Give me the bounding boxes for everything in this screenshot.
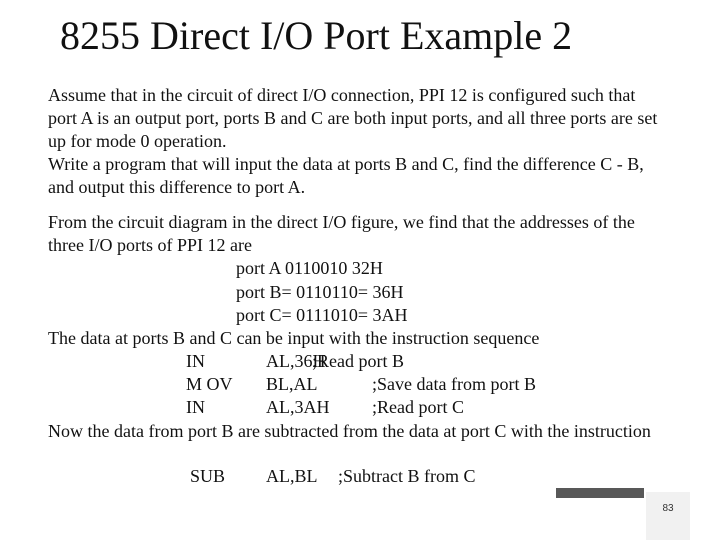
instruction-1-op: IN [186,351,205,371]
page-number-box [646,492,690,540]
instruction-1-operands: AL,36H [266,351,326,371]
task-paragraph: Write a program that will input the data at ports B and C, find the difference C - B, and output this difference to port A. [48,154,644,197]
instruction-2-operands: BL,AL [266,374,318,394]
circuit-paragraph: From the circuit diagram in the direct I/O figure, we find that the addresses of the three I/O ports of PPI 12 are [48,212,635,255]
port-c-address: port C= 0111010= 3AH [236,305,408,325]
instruction-3-operands: AL,3AH [266,397,330,417]
instruction-3-comment: ;Read port C [372,397,464,417]
sub-instruction-operands: AL,BL [266,466,318,486]
port-a-address: port A 0110010 32H [236,258,383,278]
instruction-3-op: IN [186,397,205,417]
instruction-2-op: M OV [186,374,233,394]
sub-instruction-op: SUB [190,466,226,486]
instruction-2-comment: ;Save data from port B [372,374,536,394]
intro-paragraph: Assume that in the circuit of direct I/O connection, PPI 12 is configured such that port A is an output port, ports B and C are both input ports, and all three ports are set up for mode 0 operation. [48,85,658,151]
sub-instruction-comment: ;Subtract B from C [338,466,476,486]
footer-bar [556,488,644,498]
sequence-intro: The data at ports B and C can be input with the instruction sequence [48,328,540,348]
problem-statement [48,84,668,199]
page-number: 83 [662,503,674,514]
subtract-intro: Now the data from port B are subtracted from the data at port C with the instruction [48,421,651,441]
instruction-1-comment: ;Read port B [312,351,404,371]
port-b-address: port B= 0110110= 36H [236,282,404,302]
page-title: 8255 Direct I/O Port Example 2 [60,13,573,58]
